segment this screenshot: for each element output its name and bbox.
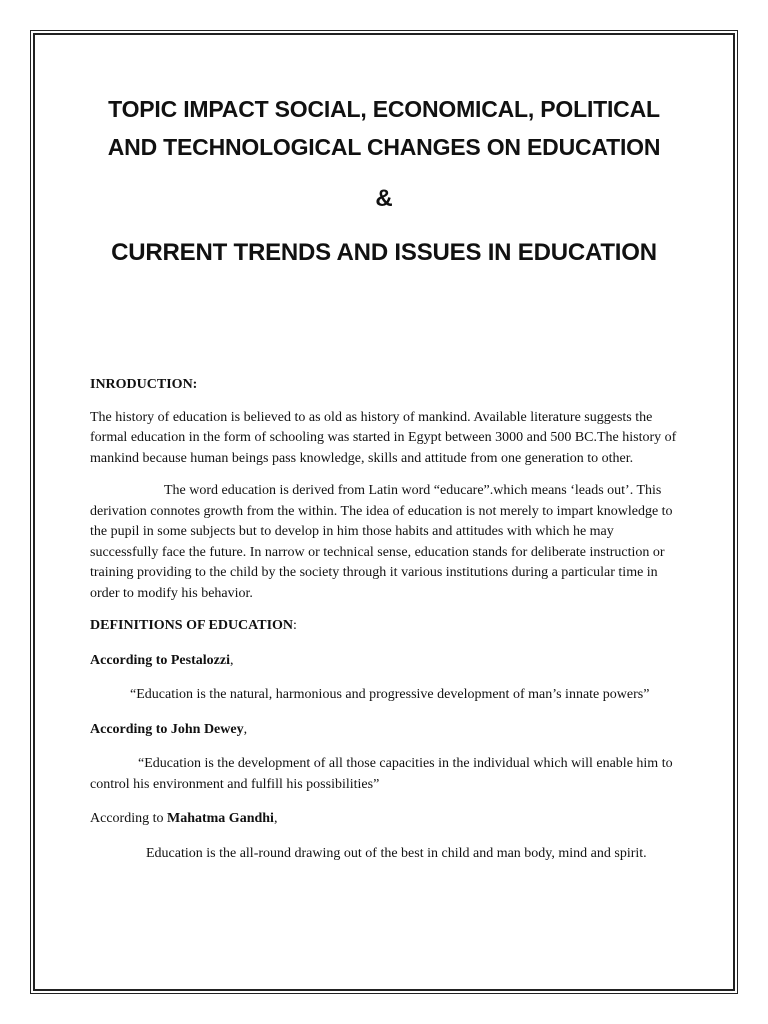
title-block [40,90,728,268]
introduction-paragraph-1: The history of education is believed to as old as history of mankind. Available literature suggests the formal education in the form of schooling was started in Egypt between 3000 and 500 BC.The history of mankind because human beings pass knowledge, skills and attitude from one generation to other. [90,409,677,466]
introduction-heading: INRODUCTION: [90,377,198,392]
definitions-heading-text: DEFINITIONS OF EDUCATION [90,618,294,633]
definition-source-suffix: , [229,652,234,668]
definition-source-gandhi [90,809,680,830]
subtitle: CURRENT TRENDS AND ISSUES IN EDUCATION [111,239,657,266]
definition-source-suffix: , [273,811,278,826]
definition-source-name: According to John Dewey [90,721,244,737]
title-line-2: AND TECHNOLOGICAL CHANGES ON EDUCATION [107,134,661,160]
definitions-heading-colon: : [293,618,297,633]
definition-source-suffix: , [243,721,248,737]
definition-source-prefix: According to [90,811,167,826]
document-body [90,375,680,864]
introduction-paragraph-2: The word education is derived from Latin word “educare”.which means ‘leads out’. This derivation connotes growth from the within. The idea of education is not merely to impart knowledge to the pupil in some subjects but to develop in him those habits and attitudes with which he may successfully face the future. In narrow or technical sense, education stands for deliberate instruction or training providing to the child by the society through it various institutions during a particular time in order to modify his behavior. [90,483,673,601]
definition-source-name: Mahatma Gandhi [166,811,274,826]
title-line-1: TOPIC IMPACT SOCIAL, ECONOMICAL, POLITICAL [108,96,660,122]
definition-quote-pestalozzi: “Education is the natural, harmonious and progressive development of man’s innate powers” [130,687,650,702]
title-ampersand: & [375,185,393,212]
definition-source-name: According to Pestalozzi [90,652,230,668]
definition-source-dewey [90,720,680,741]
definition-source-pestalozzi [90,651,680,672]
definition-quote-dewey: “Education is the development of all those capacities in the individual which will enable him to control his environment and fulfill his possibilities” [90,756,673,792]
definition-quote-gandhi: Education is the all-round drawing out of the best in child and man body, mind and spirit. [146,845,647,861]
definitions-heading [90,616,680,637]
